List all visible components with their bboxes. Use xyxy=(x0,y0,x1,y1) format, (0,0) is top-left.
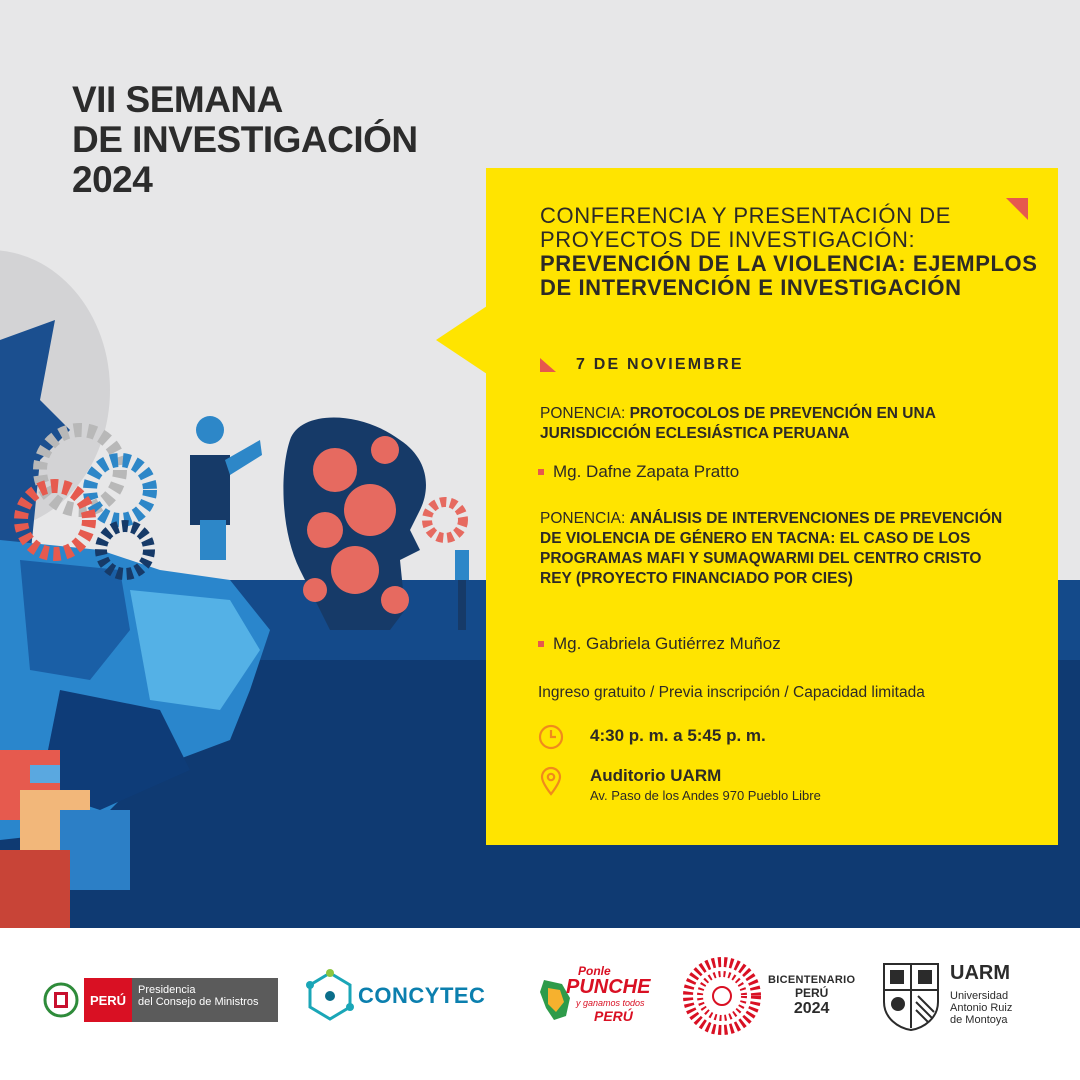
conference-title-regular: CONFERENCIA Y PRESENTACIÓN DE PROYECTOS DE INVESTIGACIÓN: xyxy=(540,203,952,252)
red-triangle-marker-icon xyxy=(538,356,558,374)
speaker-1 xyxy=(538,462,739,482)
conference-title xyxy=(540,204,1040,300)
uarm-logo xyxy=(882,962,1012,1034)
peru-badge xyxy=(84,978,132,1022)
peru-label: PERÚ xyxy=(89,992,127,1008)
concytec-wordmark: CONCYTEC xyxy=(358,983,486,1008)
bullet-icon xyxy=(538,469,544,475)
uarm-line: de Montoya xyxy=(950,1014,1008,1026)
talk-title: ANÁLISIS DE INTERVENCIONES DE PREVENCIÓN DE VIOLENCIA DE GÉNERO EN TACNA: EL CASO DE LOS PROGRAMAS MAFI Y SUMAQWARMI DEL CENTRO CRISTO REY (PROYECTO FINANCIADO POR CIES) xyxy=(540,510,1003,587)
conference-title-bold: PREVENCIÓN DE LA VIOLENCIA: EJEMPLOS DE INTERVENCIÓN E INVESTIGACIÓN xyxy=(540,251,1038,300)
venue-details xyxy=(590,766,821,803)
location-pin-icon xyxy=(538,766,564,796)
talk-1 xyxy=(540,404,1010,444)
house-shape xyxy=(0,850,70,928)
bicentenario-text xyxy=(768,974,855,1018)
event-date: 7 DE NOVIEMBRE xyxy=(576,356,744,373)
concytec-network-icon xyxy=(306,969,354,1023)
ponle-text: Ponle xyxy=(578,964,611,978)
talk-title: PROTOCOLOS DE PREVENCIÓN EN UNA JURISDICCIÓN ECLESIÁSTICA PERUANA xyxy=(540,405,936,442)
venue-row xyxy=(538,766,821,803)
peru-pcm-logo xyxy=(42,978,278,1022)
bicentenario-line: BICENTENARIO xyxy=(768,974,856,986)
illustration xyxy=(0,110,500,928)
pcm-line: Presidencia xyxy=(138,984,196,996)
bullet-icon xyxy=(538,641,544,647)
uarm-line: Antonio Ruiz xyxy=(950,1002,1013,1014)
clock-icon xyxy=(538,722,564,752)
peru-coat-of-arms-icon xyxy=(42,978,80,1022)
time-row xyxy=(538,722,766,752)
house-shape xyxy=(30,765,60,783)
date-row xyxy=(538,356,744,374)
bicentenario-logo xyxy=(682,956,855,1036)
venue-name: Auditorio UARM xyxy=(590,766,722,785)
event-time: 4:30 p. m. a 5:45 p. m. xyxy=(590,726,766,745)
uarm-acronym: UARM xyxy=(950,962,1010,984)
bicentenario-line: PERÚ xyxy=(794,986,829,1000)
uarm-line: Universidad xyxy=(950,990,1009,1002)
pcm-badge xyxy=(132,978,278,1022)
talk-label: PONENCIA: xyxy=(540,510,626,527)
peru-text: PERÚ xyxy=(594,1008,633,1024)
ganamos-text: y ganamos todos xyxy=(576,998,645,1008)
speaker-name: Mg. Gabriela Gutiérrez Muñoz xyxy=(553,634,781,653)
event-title-line: DE INVESTIGACIÓN xyxy=(72,119,418,160)
uarm-text xyxy=(950,962,1012,1026)
event-title-line: 2024 xyxy=(72,159,153,200)
talk-label: PONENCIA: xyxy=(540,405,626,422)
event-title-line: VII SEMANA xyxy=(72,79,283,120)
bicentenario-sunburst-icon xyxy=(682,956,762,1036)
bicentenario-year: 2024 xyxy=(793,1000,830,1017)
figure-looking-out xyxy=(190,416,262,560)
pcm-line: del Consejo de Ministros xyxy=(138,996,259,1008)
figure-with-gear xyxy=(427,502,469,630)
gear-head xyxy=(283,418,426,631)
admission-info: Ingreso gratuito / Previa inscripción / Capacidad limitada xyxy=(538,684,925,701)
venue-address: Av. Paso de los Andes 970 Pueblo Libre xyxy=(590,788,821,803)
uarm-shield-icon xyxy=(882,962,940,1032)
house-shape xyxy=(60,810,130,890)
ponle-punche-logo xyxy=(538,964,650,1028)
talk-2 xyxy=(540,509,1010,589)
concytec-logo xyxy=(306,968,485,1024)
event-title xyxy=(72,80,418,200)
speaker-name: Mg. Dafne Zapata Pratto xyxy=(553,462,740,481)
speaker-2 xyxy=(538,634,781,654)
punche-text: PUNCHE xyxy=(566,976,651,998)
